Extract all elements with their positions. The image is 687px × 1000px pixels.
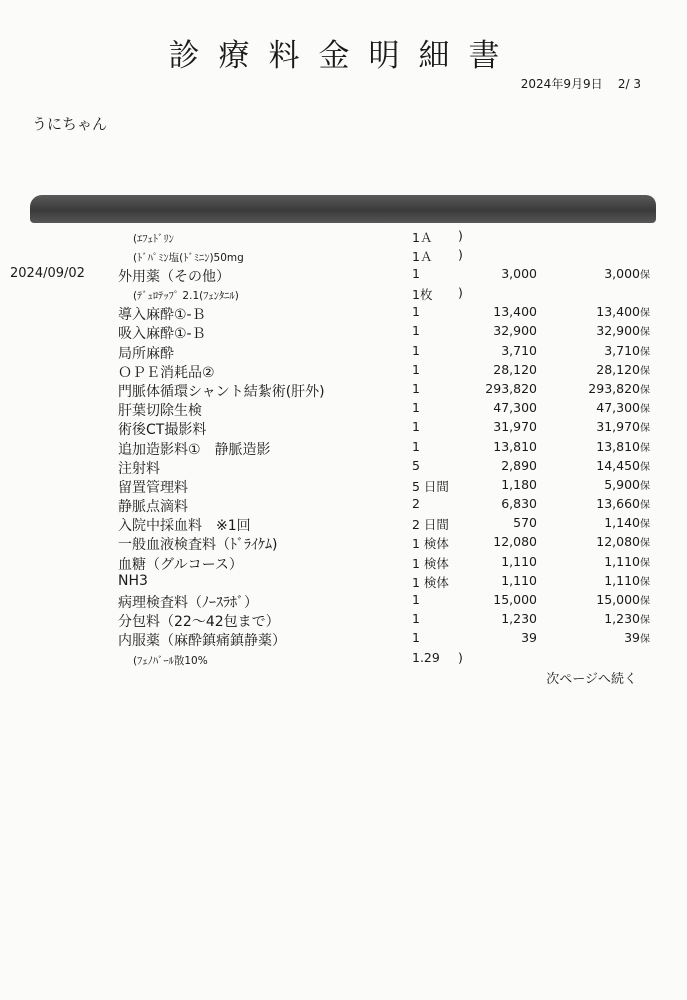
item-unit-price: 15,000 bbox=[493, 592, 537, 607]
item-name: 肝葉切除生検 bbox=[118, 403, 202, 420]
item-quantity: 1Ａ bbox=[412, 230, 433, 245]
insurance-mark: 保 bbox=[640, 461, 650, 473]
line-item bbox=[0, 611, 687, 630]
item-name: 一般血液検査料（ﾄﾞﾗｲｹﾑ) bbox=[118, 537, 278, 554]
item-paren: ) bbox=[458, 285, 463, 301]
insurance-mark: 保 bbox=[640, 308, 650, 320]
item-unit-price: 570 bbox=[513, 515, 537, 531]
line-item bbox=[0, 266, 687, 285]
line-item bbox=[0, 304, 687, 323]
item-name: 導入麻酔①-Ｂ bbox=[118, 307, 206, 324]
insurance-mark: 保 bbox=[640, 442, 650, 454]
item-amount bbox=[596, 323, 650, 338]
item-amount-value: 1,110 bbox=[604, 553, 640, 569]
item-amount-value: 1,230 bbox=[604, 611, 640, 627]
item-quantity: 1 bbox=[412, 266, 420, 281]
item-name: 分包料（22～42包まで） bbox=[118, 614, 280, 631]
line-item-detail bbox=[0, 247, 687, 266]
item-unit-price: 1,110 bbox=[501, 553, 537, 569]
item-amount bbox=[604, 515, 650, 530]
line-item-detail bbox=[0, 650, 687, 669]
item-amount-value: 14,450 bbox=[596, 457, 640, 473]
insurance-mark: 保 bbox=[640, 270, 650, 281]
item-unit-price: 31,970 bbox=[493, 419, 537, 435]
line-item bbox=[0, 534, 687, 553]
item-name: ＯＰＥ消耗品② bbox=[118, 364, 215, 381]
item-amount bbox=[596, 458, 650, 473]
line-item bbox=[0, 458, 687, 477]
item-unit-price: 32,900 bbox=[493, 323, 537, 339]
item-unit-price: 3,000 bbox=[501, 266, 537, 281]
insurance-mark: 保 bbox=[640, 634, 650, 646]
line-item bbox=[0, 400, 687, 419]
page-title: 診療料金明細書 bbox=[168, 38, 519, 74]
item-amount bbox=[596, 534, 650, 549]
item-unit-price: 293,820 bbox=[485, 380, 537, 396]
item-name: (ｴﾌｪﾄﾞﾘﾝ bbox=[133, 233, 174, 245]
item-quantity: 1 bbox=[412, 323, 420, 339]
item-amount bbox=[596, 496, 650, 511]
insurance-mark: 保 bbox=[640, 346, 650, 358]
item-amount bbox=[624, 630, 650, 645]
patient-name: うにちゃん bbox=[32, 115, 108, 133]
page-number: 2/ 3 bbox=[617, 77, 641, 91]
item-amount bbox=[604, 554, 650, 569]
item-quantity: 5 bbox=[412, 457, 420, 473]
item-unit-price: 3,710 bbox=[501, 342, 537, 358]
line-item bbox=[0, 419, 687, 438]
item-amount-value: 1,110 bbox=[604, 572, 640, 588]
item-quantity: 1枚 bbox=[412, 287, 433, 303]
insurance-mark: 保 bbox=[640, 384, 650, 396]
item-quantity: 1 検体 bbox=[412, 555, 449, 571]
item-amount-value: 293,820 bbox=[588, 380, 640, 396]
item-name: 血糖（グルコース） bbox=[118, 556, 243, 573]
item-amount bbox=[596, 400, 650, 415]
item-quantity: 2 日間 bbox=[412, 517, 449, 533]
item-quantity: 1 検体 bbox=[412, 574, 449, 590]
item-amount bbox=[604, 343, 650, 358]
item-amount-value: 12,080 bbox=[596, 534, 640, 550]
item-quantity: 1 検体 bbox=[412, 536, 449, 552]
item-name: 追加造影料① 静脈造影 bbox=[118, 441, 271, 458]
item-date: 2024/09/02 bbox=[10, 266, 85, 281]
item-name: 静脈点滴料 bbox=[118, 499, 188, 516]
insurance-mark: 保 bbox=[640, 480, 650, 492]
item-amount-value: 47,300 bbox=[596, 400, 640, 416]
line-item bbox=[0, 343, 687, 362]
item-name: 注射料 bbox=[118, 460, 160, 477]
line-item-detail bbox=[0, 285, 687, 304]
item-name: 内服薬（麻酔鎮痛鎮静薬） bbox=[118, 633, 286, 650]
line-item bbox=[0, 554, 687, 573]
item-paren: ) bbox=[458, 228, 463, 243]
continued-note: 次ページへ続く bbox=[546, 672, 637, 687]
item-amount-value: 3,710 bbox=[604, 342, 640, 358]
line-item bbox=[0, 439, 687, 458]
insurance-mark: 保 bbox=[640, 596, 650, 607]
item-amount bbox=[596, 362, 650, 377]
insurance-mark: 保 bbox=[640, 557, 650, 569]
line-item bbox=[0, 592, 687, 611]
item-amount bbox=[596, 304, 650, 319]
insurance-mark: 保 bbox=[640, 538, 650, 550]
insurance-mark: 保 bbox=[640, 615, 650, 627]
item-amount bbox=[604, 266, 650, 281]
insurance-mark: 保 bbox=[640, 365, 650, 377]
item-name: (ﾄﾞﾊﾟﾐﾝ塩(ﾄﾞﾐﾆﾝ)50mg bbox=[133, 252, 244, 264]
item-amount-value: 5,900 bbox=[604, 476, 640, 492]
item-amount bbox=[596, 439, 650, 454]
item-quantity: 2 bbox=[412, 496, 420, 512]
item-amount-value: 13,400 bbox=[596, 304, 640, 320]
item-name: 術後CT撮影料 bbox=[118, 422, 207, 439]
issue-date bbox=[521, 75, 641, 92]
item-amount-value: 13,810 bbox=[596, 438, 640, 454]
item-name: 局所麻酔 bbox=[118, 345, 174, 362]
item-amount bbox=[604, 611, 650, 626]
item-amount bbox=[588, 381, 650, 396]
item-unit-price: 1,230 bbox=[501, 611, 537, 627]
item-unit-price: 2,890 bbox=[501, 457, 537, 473]
item-name: 留置管理料 bbox=[118, 479, 188, 496]
item-quantity: 1 bbox=[412, 611, 420, 627]
item-unit-price: 6,830 bbox=[501, 496, 537, 512]
item-unit-price: 39 bbox=[521, 630, 537, 646]
item-name: 門脈体循環シャント結紮術(肝外) bbox=[118, 383, 325, 400]
item-quantity: 1 bbox=[412, 630, 420, 646]
item-amount-value: 15,000 bbox=[596, 592, 640, 607]
item-unit-price: 47,300 bbox=[493, 400, 537, 416]
item-amount-value: 28,120 bbox=[596, 361, 640, 377]
line-item bbox=[0, 515, 687, 534]
insurance-mark: 保 bbox=[640, 327, 650, 339]
insurance-mark: 保 bbox=[640, 500, 650, 512]
table-header-band bbox=[30, 195, 656, 223]
item-paren: ) bbox=[458, 649, 463, 665]
item-amount bbox=[596, 419, 650, 434]
insurance-mark: 保 bbox=[640, 423, 650, 435]
item-quantity: 1.29 bbox=[412, 649, 440, 665]
insurance-mark: 保 bbox=[640, 519, 650, 531]
item-quantity: 1 bbox=[412, 361, 420, 377]
date-text: 2024年9月9日 bbox=[520, 77, 603, 91]
item-name: (ﾌｪﾉﾊﾞｰﾙ散10% bbox=[133, 654, 208, 667]
item-amount bbox=[604, 573, 650, 588]
item-quantity: 1Ａ bbox=[412, 249, 433, 264]
line-item bbox=[0, 573, 687, 592]
item-quantity: 1 bbox=[412, 438, 420, 454]
item-name: 外用薬（その他） bbox=[118, 269, 230, 285]
insurance-mark: 保 bbox=[640, 404, 650, 416]
item-unit-price: 13,810 bbox=[493, 438, 537, 454]
item-name: (ﾃﾞｭﾛﾃｯﾌﾟ 2.1(ﾌｪﾝﾀﾆﾙ) bbox=[133, 290, 239, 303]
item-unit-price: 1,180 bbox=[501, 476, 537, 492]
line-item bbox=[0, 496, 687, 515]
item-name: NH3 bbox=[118, 572, 148, 589]
item-name: 入院中採血料 ※1回 bbox=[118, 518, 251, 535]
item-amount-value: 13,660 bbox=[596, 496, 640, 512]
item-amount-value: 32,900 bbox=[596, 323, 640, 339]
item-quantity: 1 bbox=[412, 380, 420, 396]
item-quantity: 5 日間 bbox=[412, 478, 449, 494]
line-items bbox=[0, 228, 687, 669]
item-unit-price: 28,120 bbox=[493, 361, 537, 377]
line-item-detail bbox=[0, 228, 687, 247]
item-name: 吸入麻酔①-Ｂ bbox=[118, 326, 206, 343]
item-unit-price: 1,110 bbox=[501, 572, 537, 588]
item-quantity: 1 bbox=[412, 342, 420, 358]
item-amount bbox=[604, 477, 650, 492]
insurance-mark: 保 bbox=[640, 576, 650, 588]
line-item bbox=[0, 381, 687, 400]
item-amount-value: 1,140 bbox=[604, 515, 640, 531]
item-unit-price: 12,080 bbox=[493, 534, 537, 550]
item-quantity: 1 bbox=[412, 400, 420, 416]
item-name: 病理検査料（ﾉｰｽﾗﾎﾞ） bbox=[118, 595, 258, 611]
item-amount-value: 39 bbox=[624, 630, 640, 646]
item-quantity: 1 bbox=[412, 592, 420, 607]
item-unit-price: 13,400 bbox=[493, 304, 537, 320]
line-item bbox=[0, 630, 687, 649]
item-amount bbox=[596, 592, 650, 607]
item-amount-value: 31,970 bbox=[596, 419, 640, 435]
item-quantity: 1 bbox=[412, 304, 420, 320]
line-item bbox=[0, 323, 687, 342]
line-item bbox=[0, 477, 687, 496]
item-amount-value: 3,000 bbox=[604, 266, 640, 281]
item-paren: ) bbox=[458, 247, 463, 262]
line-item bbox=[0, 362, 687, 381]
item-quantity: 1 bbox=[412, 419, 420, 435]
